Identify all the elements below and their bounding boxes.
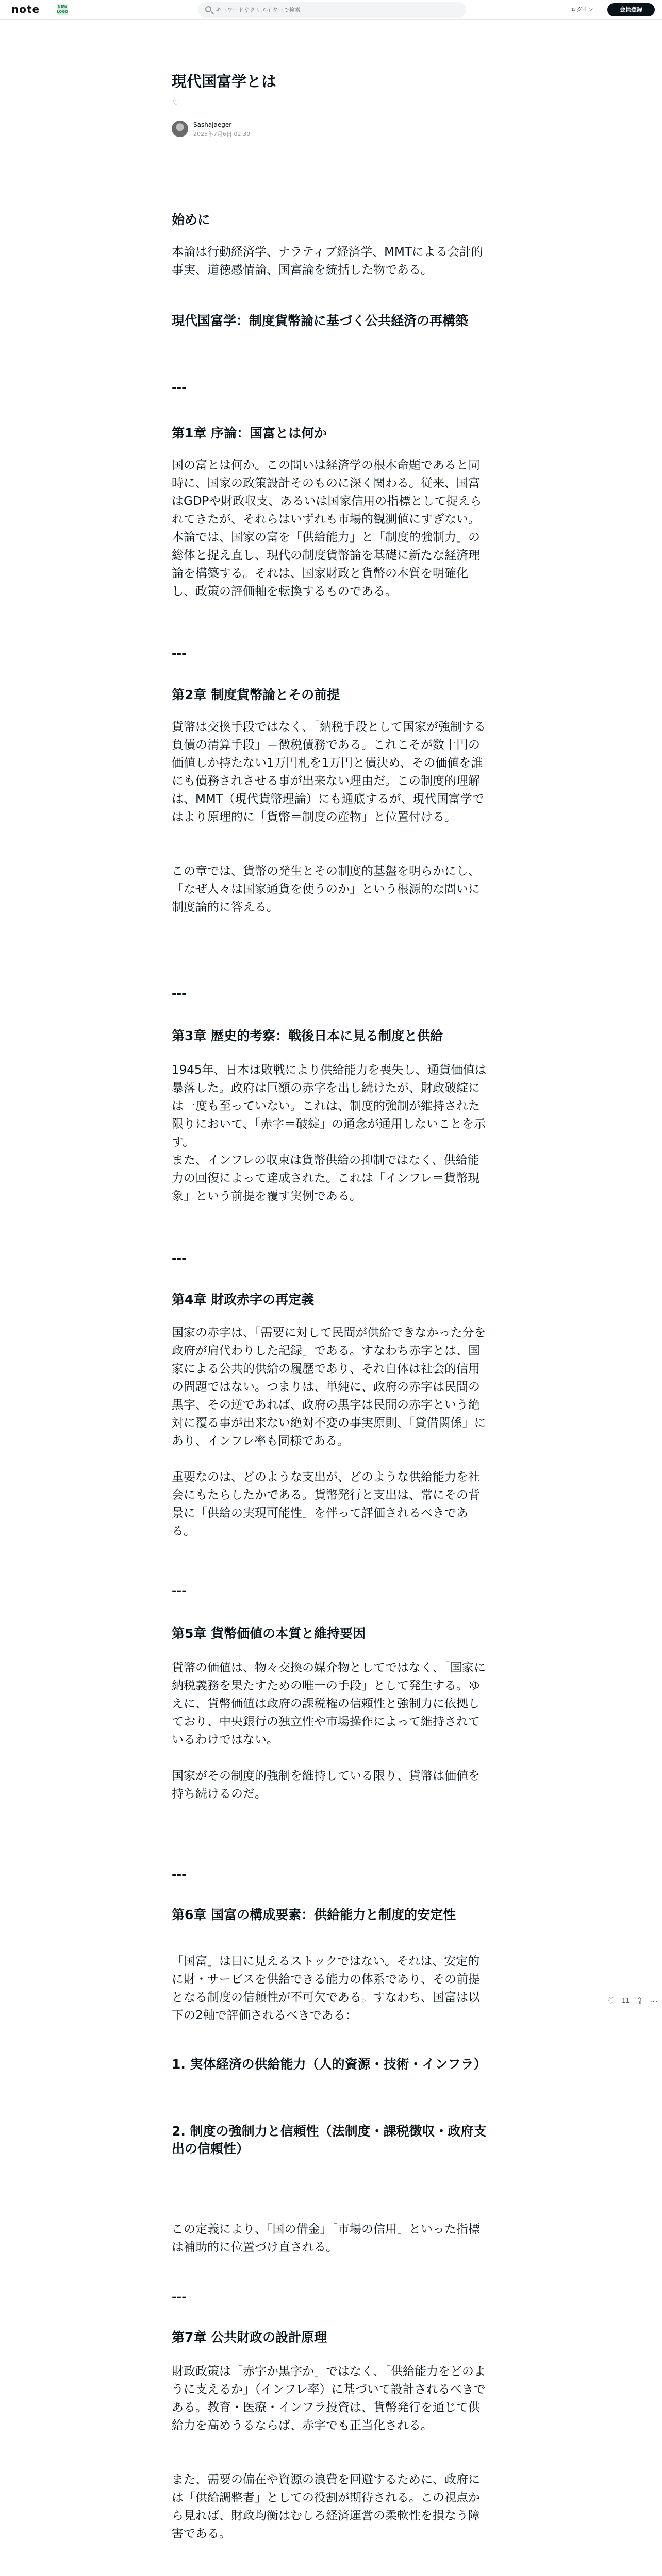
subtitle: 現代国富学：制度貨幣論に基づく公共経済の再構築	[172, 313, 469, 328]
login-button[interactable]: ログイン	[571, 6, 593, 13]
chapter-6-item-2: 2. 制度の強制力と信頼性（法制度・課税徴収・政府支出の信頼性）	[172, 2124, 487, 2156]
signup-button[interactable]: 会員登録	[607, 3, 655, 16]
top-bar	[0, 0, 662, 20]
separator: ---	[172, 2291, 187, 2304]
article-title: 現代国富学とは	[172, 73, 277, 90]
logo-badge: NEW LOGO	[57, 5, 68, 14]
chapter-5-paragraph: 貨幣の価値は、物々交換の媒介物としてではなく、「国家に納税義務を果たすための唯一の手段」として発生する。ゆえに、貨幣価値は政府の課税権の信頼性と強制力に依拠しており、中央銀行の独立性や市場操作によって維持されているわけではない。	[172, 1661, 486, 1747]
heart-icon[interactable]: ♡	[173, 99, 179, 107]
chapter-2-heading: 第2章 制度貨幣論とその前提	[172, 687, 340, 702]
chapter-7-paragraph: また、需要の偏在や資源の浪費を回避するために、政府には「供給調整者」としての役割が期待される。この視点から見れば、財政均衡はむしろ経済運営の柔軟性を損なう障害である。	[172, 2473, 480, 2540]
separator: ---	[172, 987, 187, 1001]
intro-heading: 始めに	[172, 212, 211, 227]
chapter-4-heading: 第4章 財政赤字の再定義	[172, 1292, 315, 1307]
separator: ---	[172, 647, 187, 660]
like-count: 11	[622, 1997, 630, 2004]
separator: ---	[172, 1868, 187, 1882]
chapter-2-paragraph: 貨幣は交換手段ではなく、「納税手段として国家が強制する負債の清算手段」＝徴税債務である。これこそが数十円の価値しか持たない1万円札を1万円と債決め、その価値を誰にも債務されさせる事が出来ない理由だ。この制度的理解は、MMT（現代貨幣理論）にも通底するが、現代国富学ではより原理的に「貨幣＝制度の産物」と位置付ける。	[172, 720, 486, 824]
chapter-6-heading: 第6章 国富の構成要素：供給能力と制度的安定性	[172, 1907, 456, 1922]
chapter-3-heading: 第3章 歴史的考察：戦後日本に見る制度と供給	[172, 1028, 443, 1043]
separator: ---	[172, 381, 187, 395]
author-row	[172, 118, 490, 139]
search-icon	[205, 6, 211, 12]
intro-paragraph: 本論は行動経済学、ナラティブ経済学、MMTによる会計的事実、道徳感情論、国富論を統括した物である。	[172, 245, 483, 277]
publish-date: 2025年7月6日 02:30	[193, 131, 251, 138]
search-input[interactable]	[216, 2, 458, 18]
chapter-7-paragraph: 財政政策は「赤字か黒字か」ではなく、「供給能力をどのように支えるか」（インフレ率）に基づいて設計されるべきである。教育・医療・インフラ投資は、貨幣発行を通じて供給力を高めうるならば、赤字でも正当化される。	[172, 2365, 486, 2432]
chapter-1-paragraph: 本論では、国家の富を「供給能力」と「制度的強制力」の総体と捉え直し、現代の制度貨幣論を基礎に新たな経済理論を構築する。それは、国家財政と貨幣の本質を明確化し、政策の評価軸を転換するものである。	[172, 531, 480, 598]
author-name[interactable]: Sashajaeger	[193, 121, 232, 128]
note-logo[interactable]: note	[11, 3, 40, 15]
share-icon[interactable]: ⇪	[636, 1996, 643, 2006]
chapter-4-paragraph: 国家の赤字は、「需要に対して民間が供給できなかった分を政府が肩代わりした記録」である。すなわち赤字とは、国家による公共的供給の履歴であり、それ自体は社会的信用の問題ではない。つまりは、単純に、政府の赤字は民間の黒字、その逆であれば、政府の黒字は民間の赤字という絶対に覆る事が出来ない絶対不変の事実原則、「貸借関係」にあり、インフレ率も同様である。	[172, 1326, 486, 1448]
chapter-7-heading: 第7章 公共財政の設計原理	[172, 2330, 327, 2345]
chapter-6-paragraph: 「国富」は目に見えるストックではない。それは、安定的に財・サービスを供給できる能力の体系であり、その前提となる制度の信頼性が不可欠である。すなわち、国富は以下の2軸で評価されるべきである：	[172, 1955, 480, 2022]
avatar[interactable]	[172, 121, 188, 137]
chapter-1-paragraph: 国の富とは何か。この問いは経済学の根本命題であると同時に、国家の政策設計そのものに深く関わる。従来、国富はGDPや財政収支、あるいは国家信用の指標として捉えられてきたが、それらはいずれも市場的観測値にすぎない。	[172, 459, 482, 526]
separator: ---	[172, 1585, 187, 1598]
search-box[interactable]	[198, 2, 466, 18]
heart-icon[interactable]: ♡	[607, 1996, 615, 2006]
chapter-3-paragraph: 1945年、日本は敗戦により供給能力を喪失し、通貨価値は暴落した。政府は巨額の赤字を出し続けたが、財政破綻には一度も至っていない。これは、制度的強制が維持された限りにおいて、「赤字＝破綻」の通念が通用しないことを示す。	[172, 1063, 487, 1149]
chapter-2-paragraph: この章では、貨幣の発生とその制度的基盤を明らかにし、「なぜ人々は国家通貨を使うのか」という根源的な問いに制度論的に答える。	[172, 865, 480, 914]
side-action-bar	[607, 1994, 662, 2009]
chapter-1-heading: 第1章 序論：国富とは何か	[172, 426, 327, 440]
chapter-5-heading: 第5章 貨幣価値の本質と維持要因	[172, 1626, 366, 1641]
chapter-4-paragraph: 重要なのは、どのような支出が、どのような供給能力を社会にもたらしたかである。貨幣発行と支出は、常にその背景に「供給の実現可能性」を伴って評価されるべきである。	[172, 1470, 480, 1538]
more-icon[interactable]: ⋯	[650, 1996, 658, 2006]
chapter-5-paragraph: 国家がその制度的強制を維持している限り、貨幣は価値を持ち続けるのだ。	[172, 1769, 480, 1801]
chapter-3-paragraph: また、インフレの収束は貨幣供給の抑制ではなく、供給能力の回復によって達成された。これは「インフレ＝貨幣現象」という前提を覆す実例である。	[172, 1154, 480, 1203]
chapter-6-paragraph: この定義により、「国の借金」「市場の信用」といった指標は補助的に位置づけ直される。	[172, 2223, 480, 2254]
separator: ---	[172, 1252, 187, 1265]
chapter-6-item-1: 1. 実体経済の供給能力（人的資源・技術・インフラ）	[172, 2057, 487, 2072]
